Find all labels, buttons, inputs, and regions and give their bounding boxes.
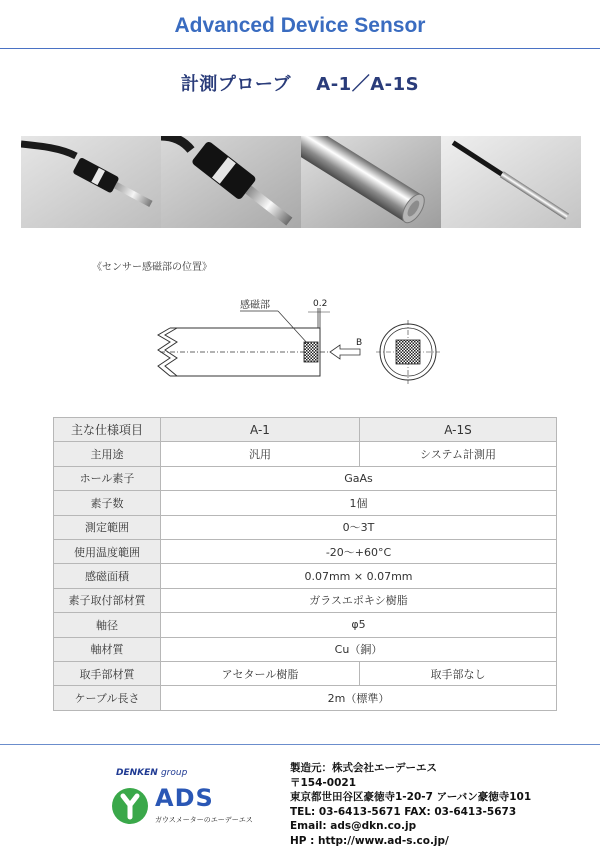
row-label: 測定範囲 <box>54 515 161 539</box>
row-value-a1: 汎用 <box>161 442 360 466</box>
row-label: 素子取付部材質 <box>54 588 161 612</box>
phone-fax-line: TEL: 03-6413-5671 FAX: 03-6413-5673 <box>290 805 517 818</box>
postal-code-line: 〒154-0021 <box>290 776 356 789</box>
row-value-common: ガラスエポキシ樹脂 <box>161 588 557 612</box>
row-value-common: -20～+60°C <box>161 539 557 563</box>
table-row <box>54 564 557 588</box>
row-label: ケーブル長さ <box>54 686 161 710</box>
contact-block <box>290 761 531 849</box>
row-value-common: 1個 <box>161 491 557 515</box>
row-label: 軸材質 <box>54 637 161 661</box>
group-suffix: group <box>160 768 188 778</box>
table-header-a1s: A-1S <box>360 418 557 442</box>
diagram-caption: 《センサー感磁部の位置》 <box>92 262 212 273</box>
table-header-row <box>54 418 557 442</box>
row-value-common: 2m（標準） <box>161 686 557 710</box>
table-row <box>54 539 557 563</box>
table-row <box>54 515 557 539</box>
sensor-position-diagram <box>150 290 450 400</box>
table-row <box>54 442 557 466</box>
probe-thin-photo <box>441 136 581 228</box>
row-value-a1: アセタール樹脂 <box>161 661 360 685</box>
row-label: 感磁面積 <box>54 564 161 588</box>
row-value-common: φ5 <box>161 613 557 637</box>
footer-rule <box>0 744 600 745</box>
spec-table <box>53 417 557 711</box>
row-value-common: Cu（銅） <box>161 637 557 661</box>
row-label: 使用温度範囲 <box>54 539 161 563</box>
table-row <box>54 661 557 685</box>
sensor-label: 感磁部 <box>240 300 270 311</box>
product-title: 計測プローブ A-1／A-1S <box>180 74 420 95</box>
dimension-label: 0.2 <box>313 299 328 309</box>
table-row <box>54 588 557 612</box>
homepage-link[interactable]: HP : http://www.ad-s.co.jp/ <box>290 834 449 847</box>
row-label: 軸径 <box>54 613 161 637</box>
group-brand: DENKEN <box>116 768 158 778</box>
arrow-label: B <box>356 338 363 348</box>
table-row <box>54 686 557 710</box>
ads-logo-subtitle: ガウスメーターのエーデーエス <box>155 816 253 824</box>
email-line[interactable]: Email: ads@dkn.co.jp <box>290 820 417 833</box>
denken-group-logo <box>116 768 187 778</box>
row-value-a1s: システム計測用 <box>360 442 557 466</box>
row-value-common: GaAs <box>161 466 557 490</box>
row-label: 主用途 <box>54 442 161 466</box>
probe-closeup-photo <box>161 136 301 228</box>
table-row <box>54 466 557 490</box>
manufacturer-line: 製造元：株式会社エーデーエス <box>290 762 437 774</box>
header-rule <box>0 48 600 49</box>
row-value-a1s: 取手部なし <box>360 661 557 685</box>
table-header-a1: A-1 <box>161 418 360 442</box>
row-value-common: 0～3T <box>161 515 557 539</box>
row-label: 素子数 <box>54 491 161 515</box>
ads-logo-text: ADS <box>155 784 214 812</box>
row-label: 取手部材質 <box>54 661 161 685</box>
table-row <box>54 637 557 661</box>
page-header-title: Advanced Device Sensor <box>174 14 426 37</box>
product-photos <box>21 136 581 228</box>
row-value-common: 0.07mm × 0.07mm <box>161 564 557 588</box>
probe-angled-photo <box>21 136 161 228</box>
table-header-label: 主な仕様項目 <box>54 418 161 442</box>
table-row <box>54 491 557 515</box>
rod-end-photo <box>301 136 441 228</box>
row-label: ホール素子 <box>54 466 161 490</box>
address-line: 東京都世田谷区豪徳寺1-20-7 アーバン豪徳寺101 <box>290 791 532 804</box>
ads-logo-icon <box>110 786 150 826</box>
table-row <box>54 613 557 637</box>
